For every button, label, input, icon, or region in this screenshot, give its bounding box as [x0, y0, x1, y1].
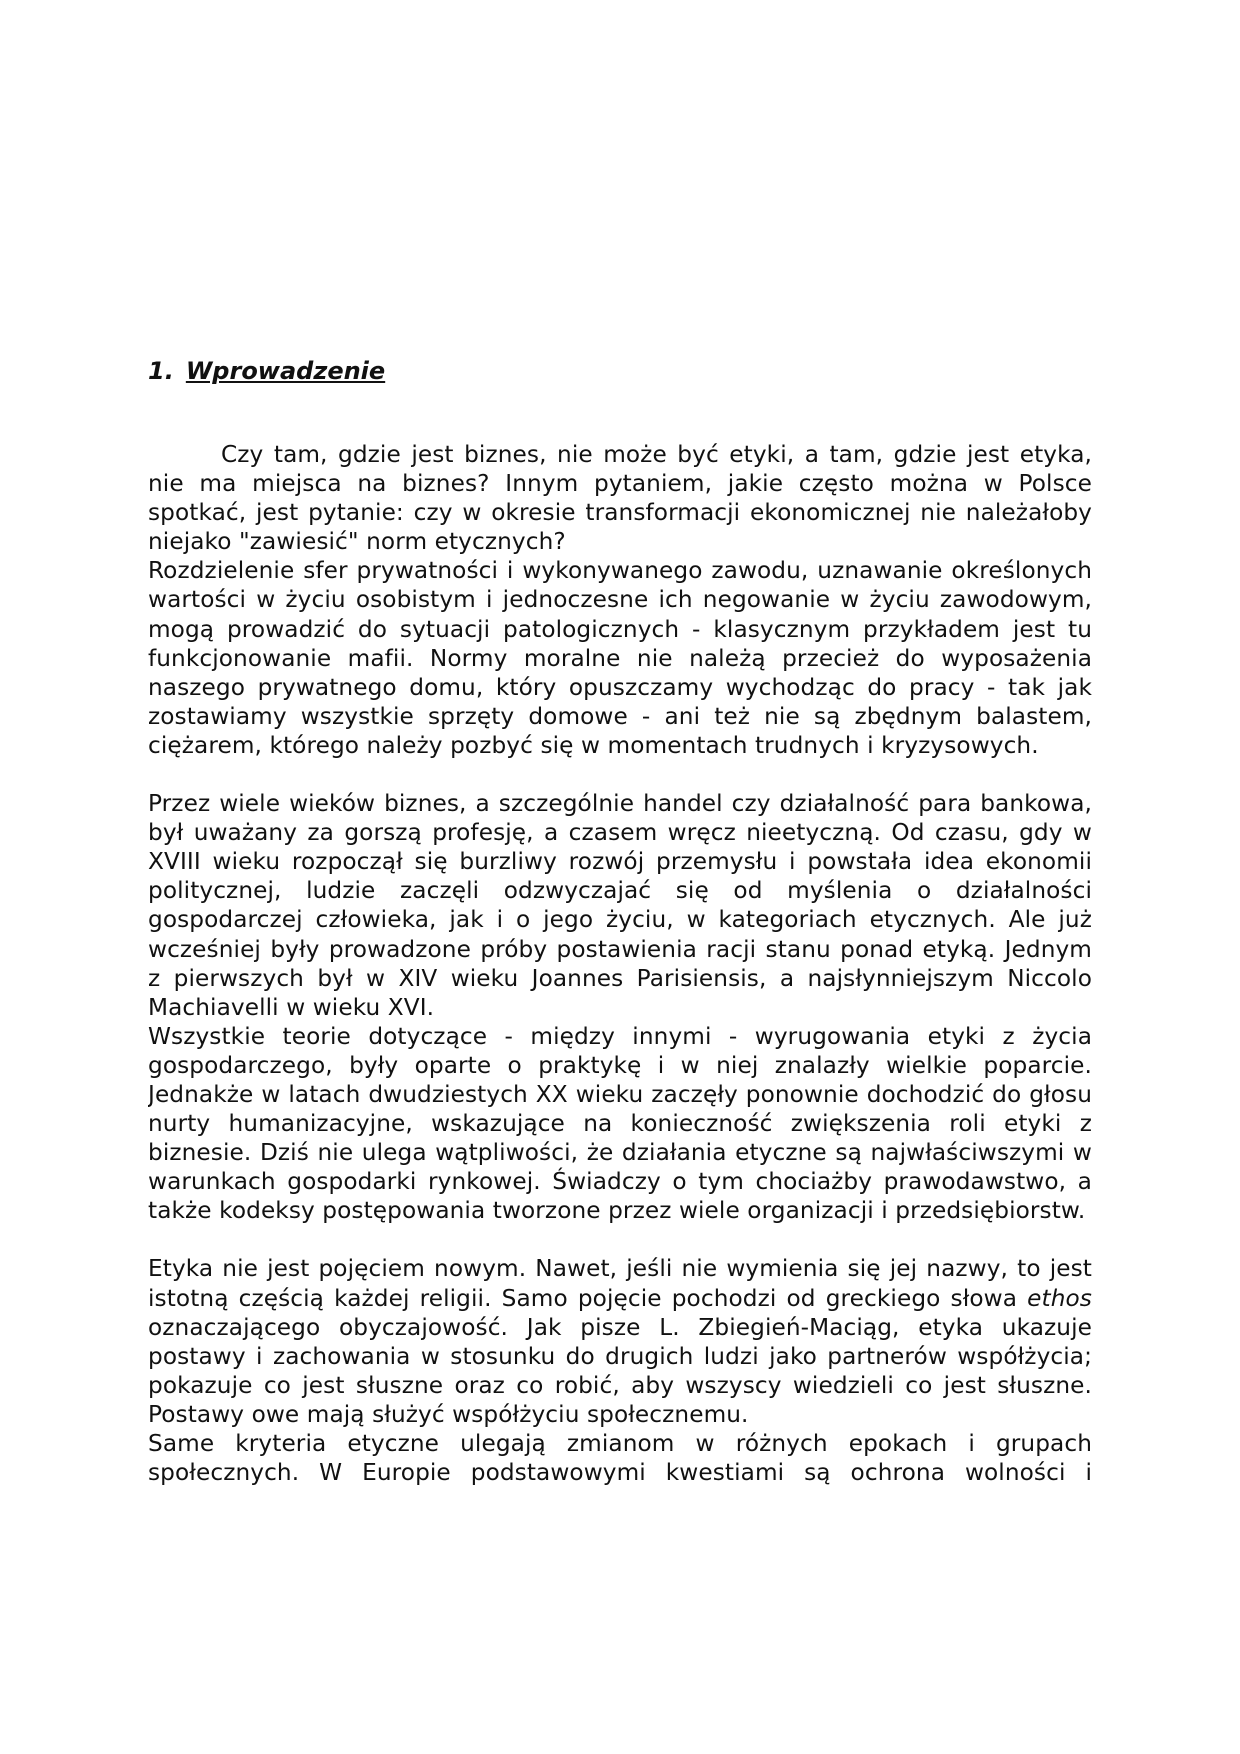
paragraph-5-ethos-term: ethos [1027, 1284, 1092, 1312]
section-number: 1. [148, 357, 174, 385]
paragraph-5-text-b: oznaczającego obyczajowość. Jak pisze L. Zbiegień-Maciąg, etyka ukazuje postawy i zachowania w stosunku do drugich ludzi jako partnerów współżycia; pokazuje co jest słuszne oraz co robić, aby wszyscy wiedzieli co jest słuszne. Postawy owe mają służyć współżyciu społecznemu. [148, 1313, 1092, 1428]
paragraph-5-text-a: Etyka nie jest pojęciem nowym. Nawet, jeśli nie wymienia się jej nazwy, to jest istotną częścią każdej religii. Samo pojęcie pochodzi od greckiego słowa [148, 1255, 1092, 1312]
section-title: Wprowadzenie [185, 357, 386, 385]
paragraph-5 [148, 1254, 1092, 1429]
paragraph-2: Rozdzielenie sfer prywatności i wykonywanego zawodu, uznawanie określonych wartości w życiu osobistym i jednoczesne ich negowanie w życiu zawodowym, mogą prowadzić do sytuacji patologicznych - klasycznym przykładem jest tu funkcjonowanie mafii. Normy moralne nie należą przecież do wyposażenia naszego prywatnego domu, który opuszczamy wychodząc do pracy - tak jak zostawiamy wszystkie sprzęty domowe - ani też nie są zbędnym balastem, ciężarem, którego należy pozbyć się w momentach trudnych i kryzysowych. [148, 557, 1092, 759]
section-heading [148, 356, 1092, 386]
paragraph-6: Same kryteria etyczne ulegają zmianom w różnych epokach i grupach społecznych. W Europie podstawowymi kwestiami są ochrona wolności i [148, 1430, 1092, 1487]
paragraph-3: Przez wiele wieków biznes, a szczególnie handel czy działalność para bankowa, był uważany za gorszą profesję, a czasem wręcz nieetyczną. Od czasu, gdy w XVIII wieku rozpoczął się burzliwy rozwój przemysłu i powstała idea ekonomii politycznej, ludzie zaczęli odzwyczajać się od myślenia o działalności gospodarczej człowieka, jak i o jego życiu, w kategoriach etycznych. Ale już wcześniej były prowadzone próby postawienia racji stanu ponad etyką. Jednym z pierwszych był w XIV wieku Joannes Parisiensis, a najsłynniejszym Niccolo Machiavelli w wieku XVI. [148, 790, 1092, 1021]
paragraph-1: Czy tam, gdzie jest biznes, nie może być etyki, a tam, gdzie jest etyka, nie ma miejsca na biznes? Innym pytaniem, jakie często można w Polsce spotkać, jest pytanie: czy w okresie transformacji ekonomicznej nie należałoby niejako "zawiesić" norm etycznych? [148, 441, 1092, 556]
document-page [148, 356, 1092, 1746]
paragraph-4: Wszystkie teorie dotyczące - między innymi - wyrugowania etyki z życia gospodarczego, były oparte o praktykę i w niej znalazły wielkie poparcie. Jednakże w latach dwudziestych XX wieku zaczęły ponownie dochodzić do głosu nurty humanizacyjne, wskazujące na konieczność zwiększenia roli etyki z biznesie. Dziś nie ulega wątpliwości, że działania etyczne są najwłaściwszymi w warunkach gospodarki rynkowej. Świadczy o tym chociażby prawodawstwo, a także kodeksy postępowania tworzone przez wiele organizacji i przedsiębiorstw. [148, 1022, 1092, 1225]
